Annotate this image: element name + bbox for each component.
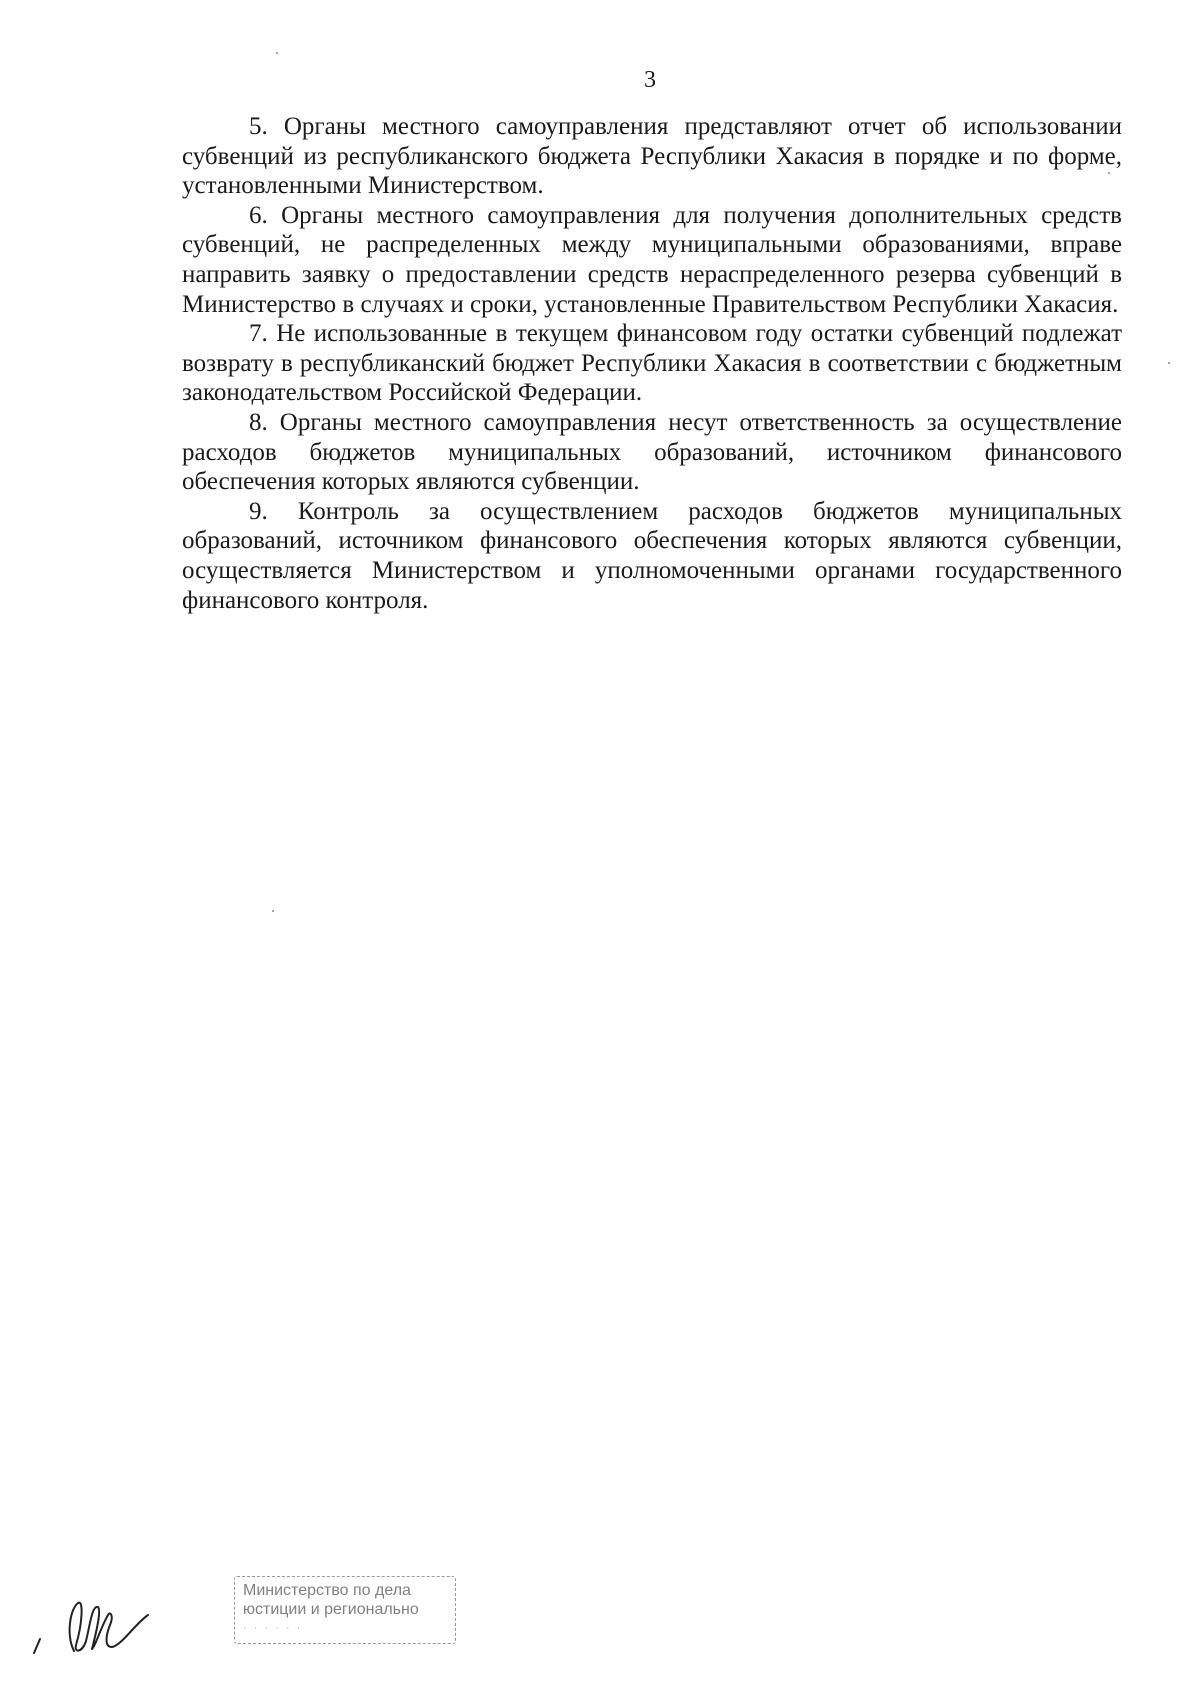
scan-speck (276, 52, 278, 54)
scan-speck (1108, 172, 1110, 174)
paragraph-7: 7. Не использованные в текущем финансовом году остатки субвенций подлежат возврату в республиканский бюджет Республики Хакасия в соответствии с бюджетным законодательством Российской Федерации. (182, 320, 1122, 407)
paragraph-5: 5. Органы местного самоуправления представляют отчет об использовании субвенций из республиканского бюджета Республики Хакасия в порядке и по форме, установленными Министерством. (182, 113, 1122, 200)
document-body (182, 112, 1122, 615)
stamp-line-2: юстиции и регионально (243, 1601, 419, 1618)
paragraph-6: 6. Органы местного самоуправления для получения дополнительных средств субвенций, не распределенных между муниципальными образованиями, вправе направить заявку о предоставлении средств нераспределенного резерва субвенций в Министерство в случаях и сроки, установленные Правительством Республики Хакасия. (182, 201, 1122, 318)
paragraph-8: 8. Органы местного самоуправления несут ответственность за осуществление расходов бюджетов муниципальных образований, источником финансового обеспечения которых являются субвенции. (182, 408, 1122, 496)
handwritten-signature (26, 1585, 176, 1665)
registration-stamp (234, 1576, 456, 1644)
stamp-line-1: Министерство по дела (243, 1582, 411, 1599)
stamp-line-3: · · · · · · (243, 1622, 303, 1634)
paragraph-9: 9. Контроль за осуществлением расходов бюджетов муниципальных образований, источником финансового обеспечения которых являются субвенции, осуществляется Министерством и уполномоченными органами государственного финансового контроля. (182, 497, 1122, 614)
scan-speck (1168, 362, 1170, 364)
page-number: 3 (644, 67, 656, 93)
scan-speck (272, 910, 274, 912)
